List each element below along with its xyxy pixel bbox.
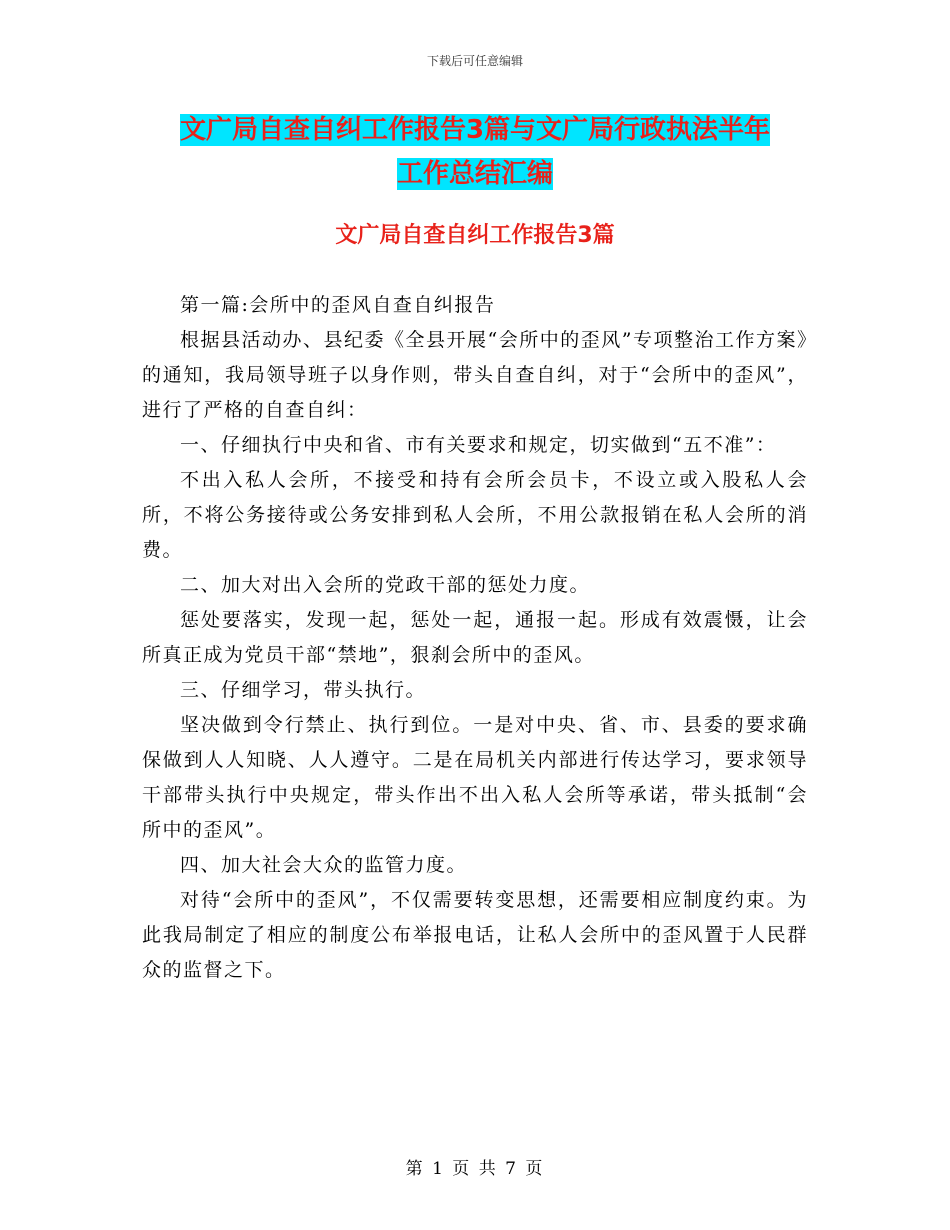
paragraph: 不出入私人会所，不接受和持有会所会员卡，不设立或入股私人会所，不将公务接待或公务安排到私人会所，不用公款报销在私人会所的消费。 — [142, 469, 808, 561]
document-title — [140, 108, 810, 196]
paragraph: 第一篇:会所中的歪风自查自纠报告 — [180, 294, 496, 316]
paragraph: 惩处要落实，发现一起，惩处一起，通报一起。形成有效震慑，让会所真正成为党员干部“禁地”，狠刹会所中的歪风。 — [142, 609, 808, 666]
paragraph: 坚决做到令行禁止、执行到位。一是对中央、省、市、县委的要求确保做到人人知晓、人人遵守。二是在局机关内部进行传达学习，要求领导干部带头执行中央规定，带头作出不出入私人会所等承诺，带头抵制“会所中的歪风”。 — [142, 714, 808, 841]
paragraph: 三、仔细学习，带头执行。 — [180, 679, 427, 701]
paragraph: 二、加大对出入会所的党政干部的惩处力度。 — [180, 574, 591, 596]
paragraph: 一、仔细执行中央和省、市有关要求和规定，切实做到“五不准”： — [180, 434, 777, 456]
paragraph: 根据县活动办、县纪委《全县开展“会所中的歪风”专项整治工作方案》的通知，我局领导班子以身作则，带头自查自纠，对于“会所中的歪风”，进行了严格的自查自纠： — [142, 329, 808, 421]
paragraph: 四、加大社会大众的监管力度。 — [180, 854, 468, 876]
document-body — [142, 288, 808, 988]
paragraph: 对待“会所中的歪风”，不仅需要转变思想，还需要相应制度约束。为此我局制定了相应的制度公布举报电话，让私人会所中的歪风置于人民群众的监督之下。 — [142, 889, 808, 981]
page-header-note: 下载后可任意编辑 — [426, 54, 523, 68]
document-title-line1: 文广局自查自纠工作报告3篇与文广局行政执法半年 — [179, 115, 771, 145]
section-title: 文广局自查自纠工作报告3篇 — [335, 223, 615, 248]
document-title-line2: 工作总结汇编 — [396, 159, 553, 189]
page-footer: 第 1 页 共 7 页 — [405, 1159, 545, 1179]
